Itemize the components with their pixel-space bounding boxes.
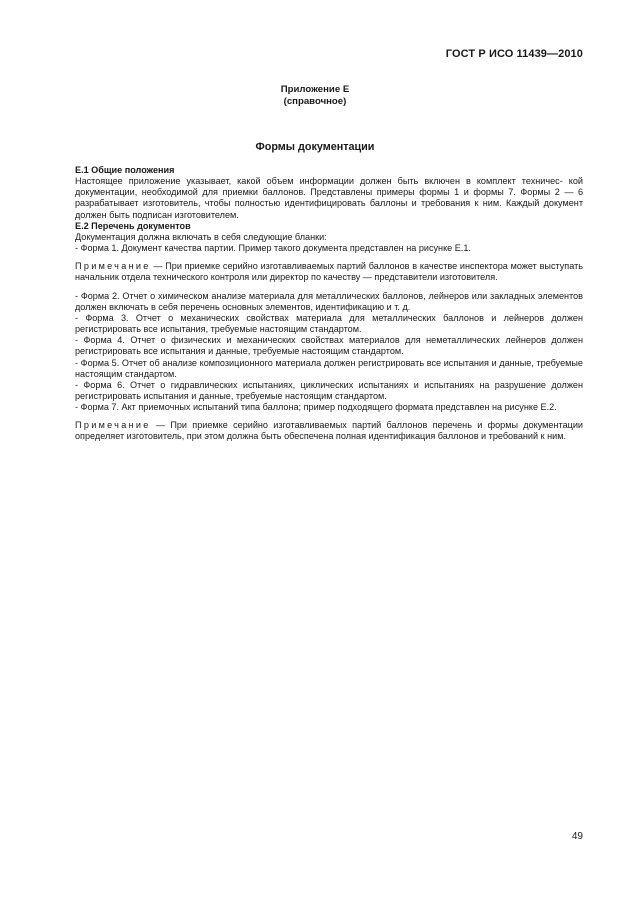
- form-4-item: - Форма 4. Отчет о физических и механических свойствах материалов для неметаллических лейнеров должен регистрировать все испытания и данные, требуемые настоящим стандартом.: [75, 335, 583, 357]
- note-1-label: Примечание: [75, 261, 151, 272]
- note-1-text: — При приемке серийно изготавливаемых партий баллонов в качестве инспектора может выступать начальник отдела технического контроля или директор по качеству — представители изготовителя.: [75, 261, 583, 283]
- form-3-item: - Форма 3. Отчет о механических свойствах материала для металлических баллонов и лейнеров должен регистрировать все испытания, требуемые настоящим стандартом.: [75, 312, 583, 335]
- section-e1-heading: Е.1 Общие положения: [75, 165, 175, 175]
- note-1: [75, 261, 583, 283]
- annex-subtitle: (справочное): [283, 96, 347, 107]
- form-1-item: - Форма 1. Документ качества партии. Пример такого документа представлен на рисунке Е.1.: [75, 243, 471, 254]
- form-6-item: - Форма 6. Отчет о гидравлических испытаниях, циклических испытаниях и испытаниях на разрушение должен регистрировать испытания и данные, требуемые настоящим стандартом.: [75, 379, 583, 401]
- section-e1-paragraph: Настоящее приложение указывает, какой объем информации должен быть включен в комплект техничес- кой документации, необходимой для приемки баллонов. Представлены примеры формы 1 и формы 7. Формы 2 — 6 разрабатывает изготовитель, чтобы полностью идентифицировать баллоны и требования к ним. Каждый документ должен быть подписан изготовителем.: [75, 176, 583, 220]
- annex-title: Приложение Е: [280, 84, 350, 95]
- page-number: 49: [571, 831, 583, 842]
- section-e2-heading: Е.2 Перечень документов: [75, 220, 191, 231]
- note-2-label: Примечание: [75, 420, 151, 431]
- standard-code: ГОСТ Р ИСО 11439—2010: [445, 48, 583, 60]
- document-body: [75, 165, 583, 443]
- form-5-item: - Форма 5. Отчет об анализе композиционного материала должен регистрировать все испытания и данные, требуемые настоящим стандартом.: [75, 357, 583, 379]
- section-e2-intro: Документация должна включать в себя следующие бланки:: [75, 231, 327, 242]
- form-2-item: - Форма 2. Отчет о химическом анализе материала для металлических баллонов, лейнеров или закладных элементов должен включать в себя перечень основных элементов, идентификацию и т. д.: [75, 290, 583, 312]
- note-2-text: — При приемке серийно изготавливаемых партий баллонов перечень и формы документации определяет изготовитель, при этом должна быть обеспечена полная идентификация баллонов и требований к ним.: [75, 420, 583, 442]
- document-title: Формы документации: [255, 141, 375, 153]
- note-2: [75, 420, 583, 442]
- form-7-item: - Форма 7. Акт приемочных испытаний типа баллона; пример подходящего формата представлен на рисунке Е.2.: [75, 402, 557, 413]
